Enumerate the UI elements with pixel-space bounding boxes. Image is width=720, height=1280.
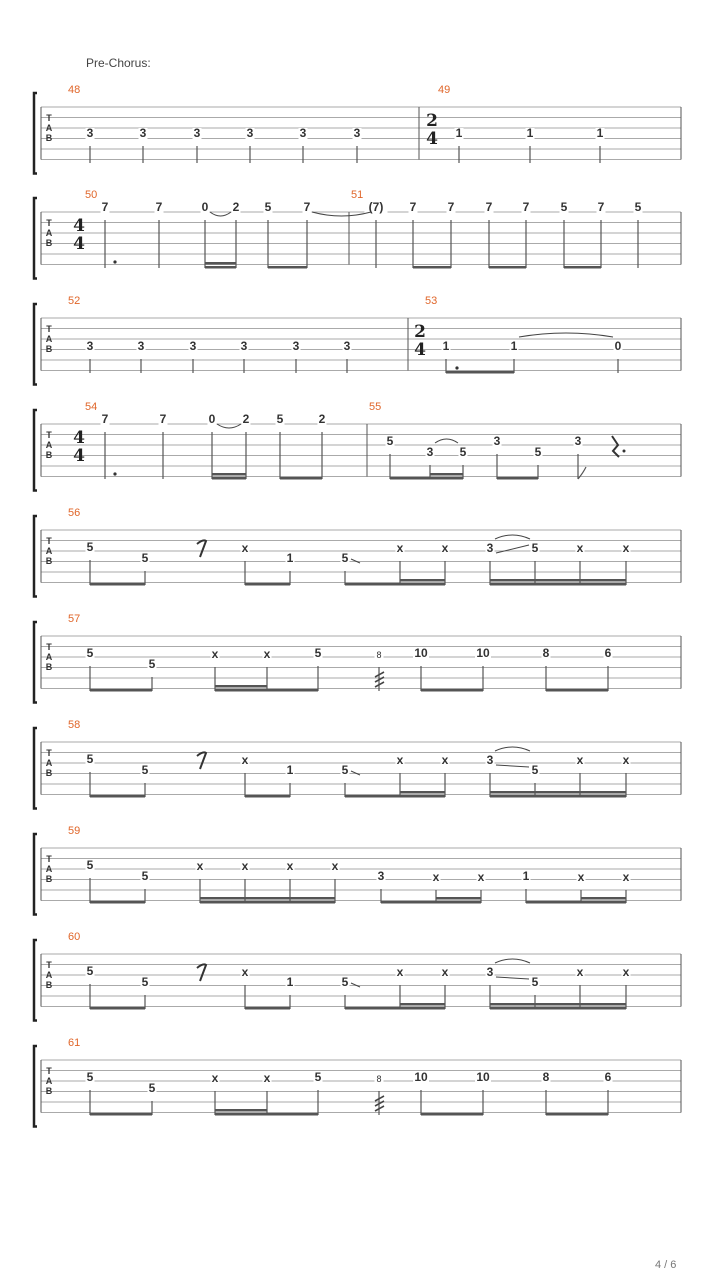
- system-bracket: [34, 410, 37, 491]
- tab-clef-letter: T: [46, 748, 52, 758]
- dead-note: x: [241, 541, 249, 555]
- fret-number: 1: [286, 551, 294, 565]
- tab-clef-letter: B: [45, 1086, 53, 1096]
- note-beam: [390, 477, 463, 480]
- fret-number: (7): [368, 200, 384, 214]
- note-beam: [345, 795, 445, 798]
- slide-line: [496, 765, 529, 767]
- note-beam: [446, 371, 514, 374]
- note-beam: [212, 473, 246, 476]
- time-signature-top: 4: [73, 216, 85, 236]
- fret-number: 8: [542, 1070, 550, 1084]
- fret-number: 3: [426, 445, 434, 459]
- dead-note: x: [622, 541, 630, 555]
- note-beam: [205, 262, 236, 265]
- note-beam: [564, 266, 601, 269]
- tab-clef-letter: A: [45, 546, 53, 556]
- fret-number: 5: [148, 657, 156, 671]
- sixteenth-rest: [197, 964, 206, 981]
- system-bracket: [34, 622, 37, 703]
- tie-arc: [519, 333, 613, 337]
- note-beam: [490, 1007, 626, 1010]
- fret-number: 5: [86, 1070, 94, 1084]
- fret-number: 5: [314, 646, 322, 660]
- tab-system: [34, 1037, 681, 1127]
- note-beam: [345, 1007, 445, 1010]
- note-beam: [280, 477, 322, 480]
- measure-number: 58: [68, 719, 81, 731]
- note-beam: [421, 689, 483, 692]
- fret-number: 5: [531, 975, 539, 989]
- note-beam: [490, 1003, 626, 1006]
- dead-note: x: [396, 541, 404, 555]
- tab-clef-letter: B: [45, 768, 53, 778]
- tab-clef-letter: A: [45, 123, 53, 133]
- fret-number: 10: [476, 646, 490, 660]
- dead-note: x: [241, 965, 249, 979]
- fret-number: 8: [376, 650, 382, 660]
- tie-arc: [312, 212, 371, 216]
- note-beam: [489, 266, 526, 269]
- tab-clef-letter: A: [45, 1076, 53, 1086]
- tab-clef-letter: A: [45, 652, 53, 662]
- time-signature-bottom: 4: [73, 446, 85, 466]
- rhythm-dot: [455, 366, 458, 369]
- dead-note: x: [241, 859, 249, 873]
- note-beam: [90, 583, 145, 586]
- fret-number: 8: [376, 1074, 382, 1084]
- fret-number: 5: [534, 445, 542, 459]
- sixteenth-rest: [197, 752, 206, 769]
- fret-number: 1: [442, 339, 450, 353]
- measure-number: 54: [85, 401, 98, 413]
- note-beam: [90, 1113, 152, 1116]
- system-bracket: [34, 304, 37, 385]
- measure-number: 49: [438, 84, 451, 96]
- fret-number: 5: [634, 200, 642, 214]
- fret-number: 3: [189, 339, 197, 353]
- fret-number: 2: [242, 412, 250, 426]
- note-beam: [581, 897, 626, 900]
- rhythm-dot: [113, 260, 116, 263]
- tab-clef-letter: A: [45, 758, 53, 768]
- fret-number: 1: [522, 869, 530, 883]
- note-beam: [90, 901, 145, 904]
- fret-number: 3: [139, 126, 147, 140]
- fret-number: 7: [303, 200, 311, 214]
- fret-number: 5: [86, 752, 94, 766]
- rhythm-dot: [113, 472, 116, 475]
- fret-number: 7: [155, 200, 163, 214]
- tab-clef-letter: T: [46, 1066, 52, 1076]
- note-beam: [200, 901, 335, 904]
- tab-clef-letter: B: [45, 662, 53, 672]
- fret-number: 5: [560, 200, 568, 214]
- fret-number: 5: [86, 858, 94, 872]
- measure-number: 56: [68, 507, 81, 519]
- measure-number: 57: [68, 613, 81, 625]
- fret-number: 1: [286, 763, 294, 777]
- tab-clef-letter: T: [46, 536, 52, 546]
- fret-number: 7: [522, 200, 530, 214]
- tab-system: [34, 84, 681, 174]
- fret-number: 3: [86, 339, 94, 353]
- measure-number: 55: [369, 401, 382, 413]
- fret-number: 3: [246, 126, 254, 140]
- note-beam: [90, 795, 145, 798]
- fret-number: 3: [292, 339, 300, 353]
- dead-note: x: [576, 753, 584, 767]
- dead-note: x: [622, 753, 630, 767]
- dead-note: x: [441, 541, 449, 555]
- note-beam: [490, 583, 626, 586]
- tab-clef-letter: T: [46, 324, 52, 334]
- tab-clef-letter: T: [46, 960, 52, 970]
- time-signature-top: 2: [414, 322, 426, 342]
- fret-number: 5: [264, 200, 272, 214]
- note-beam: [200, 897, 335, 900]
- fret-number: 3: [377, 869, 385, 883]
- note-beam: [421, 1113, 483, 1116]
- fret-number: 5: [86, 964, 94, 978]
- tab-clef-letter: A: [45, 970, 53, 980]
- note-beam: [345, 583, 445, 586]
- fret-number: 1: [510, 339, 518, 353]
- system-bracket: [34, 93, 37, 174]
- time-signature-bottom: 4: [414, 340, 426, 360]
- fret-number: 7: [159, 412, 167, 426]
- rest-dot: [623, 450, 626, 453]
- dead-note: x: [577, 870, 585, 884]
- tab-clef-letter: B: [45, 344, 53, 354]
- fret-number: 10: [414, 646, 428, 660]
- dead-note: x: [477, 870, 485, 884]
- fret-number: 3: [486, 965, 494, 979]
- dead-note: x: [196, 859, 204, 873]
- fret-number: 5: [86, 540, 94, 554]
- note-beam: [268, 266, 307, 269]
- slide-line: [496, 545, 529, 553]
- tab-clef-letter: B: [45, 133, 53, 143]
- tab-clef-letter: T: [46, 642, 52, 652]
- tab-system: [34, 719, 681, 809]
- tab-system: [34, 613, 681, 703]
- tab-clef-letter: A: [45, 440, 53, 450]
- tab-clef-letter: B: [45, 980, 53, 990]
- note-beam: [381, 901, 481, 904]
- system-bracket: [34, 1046, 37, 1127]
- sixteenth-rest: [197, 540, 206, 557]
- system-bracket: [34, 198, 37, 279]
- note-beam: [546, 689, 608, 692]
- note-beam: [526, 901, 626, 904]
- fret-number: 5: [341, 551, 349, 565]
- dead-note: x: [441, 965, 449, 979]
- fret-number: 10: [476, 1070, 490, 1084]
- measure-number: 61: [68, 1037, 81, 1049]
- tab-clef-letter: T: [46, 218, 52, 228]
- fret-number: 7: [447, 200, 455, 214]
- tab-clef-letter: B: [45, 556, 53, 566]
- dead-note: x: [263, 647, 271, 661]
- tie-arc: [495, 535, 530, 539]
- fret-number: 0: [208, 412, 216, 426]
- fret-number: 3: [299, 126, 307, 140]
- note-beam: [245, 1007, 290, 1010]
- dead-note: x: [286, 859, 294, 873]
- system-bracket: [34, 516, 37, 597]
- fret-number: 5: [531, 541, 539, 555]
- fret-number: 3: [240, 339, 248, 353]
- dead-note: x: [241, 753, 249, 767]
- dead-note: x: [263, 1071, 271, 1085]
- tab-system: [34, 295, 681, 385]
- note-beam: [400, 791, 445, 794]
- fret-number: 5: [141, 869, 149, 883]
- fret-number: 7: [101, 200, 109, 214]
- tab-clef-letter: B: [45, 874, 53, 884]
- note-beam: [400, 1003, 445, 1006]
- time-signature-top: 2: [426, 111, 438, 131]
- note-beam: [212, 477, 246, 480]
- dead-note: x: [396, 753, 404, 767]
- time-signature-bottom: 4: [73, 234, 85, 254]
- tab-system: [34, 931, 681, 1021]
- note-beam: [215, 1113, 318, 1116]
- tab-clef-letter: T: [46, 430, 52, 440]
- fret-number: 1: [286, 975, 294, 989]
- fret-number: 0: [614, 339, 622, 353]
- fret-number: 3: [574, 434, 582, 448]
- fret-number: 2: [318, 412, 326, 426]
- tab-system: [34, 507, 681, 597]
- tab-clef-letter: A: [45, 334, 53, 344]
- dead-note: x: [622, 965, 630, 979]
- fret-number: 5: [341, 763, 349, 777]
- fret-number: 5: [276, 412, 284, 426]
- system-bracket: [34, 834, 37, 915]
- note-beam: [430, 473, 463, 476]
- fret-number: 6: [604, 646, 612, 660]
- fret-number: 0: [201, 200, 209, 214]
- dead-note: x: [622, 870, 630, 884]
- fret-number: 5: [141, 975, 149, 989]
- fret-number: 5: [386, 434, 394, 448]
- note-beam: [245, 583, 290, 586]
- page-number: 4 / 6: [655, 1259, 677, 1271]
- dead-note: x: [331, 859, 339, 873]
- system-bracket: [34, 728, 37, 809]
- time-signature-top: 4: [73, 428, 85, 448]
- fret-number: 3: [137, 339, 145, 353]
- note-beam: [413, 266, 451, 269]
- quarter-rest: [612, 436, 619, 457]
- tie-arc: [495, 747, 530, 751]
- tie-arc: [495, 959, 530, 963]
- note-beam: [205, 266, 236, 269]
- tie-arc: [217, 424, 241, 428]
- fret-number: 7: [101, 412, 109, 426]
- dead-note: x: [211, 1071, 219, 1085]
- dead-note: x: [432, 870, 440, 884]
- measure-number: 59: [68, 825, 81, 837]
- tab-system: [34, 189, 681, 279]
- fret-number: 5: [148, 1081, 156, 1095]
- fret-number: 5: [531, 763, 539, 777]
- tab-clef-letter: A: [45, 228, 53, 238]
- dead-note: x: [211, 647, 219, 661]
- note-beam: [490, 795, 626, 798]
- dead-note: x: [576, 965, 584, 979]
- note-beam: [90, 1007, 145, 1010]
- fret-number: 1: [455, 126, 463, 140]
- fret-number: 7: [597, 200, 605, 214]
- fret-number: 5: [341, 975, 349, 989]
- fret-number: 2: [232, 200, 240, 214]
- fret-number: 5: [459, 445, 467, 459]
- measure-number: 52: [68, 295, 81, 307]
- time-signature-bottom: 4: [426, 129, 438, 149]
- fret-number: 3: [343, 339, 351, 353]
- tab-clef-letter: B: [45, 450, 53, 460]
- fret-number: 5: [86, 646, 94, 660]
- note-beam: [497, 477, 538, 480]
- tie-arc: [210, 212, 231, 216]
- system-bracket: [34, 940, 37, 1021]
- fret-number: 5: [141, 551, 149, 565]
- fret-number: 5: [314, 1070, 322, 1084]
- fret-number: 1: [526, 126, 534, 140]
- fret-number: 3: [353, 126, 361, 140]
- note-beam: [215, 689, 318, 692]
- slide-line: [496, 977, 529, 979]
- fret-number: 8: [542, 646, 550, 660]
- note-beam: [215, 1109, 267, 1112]
- note-beam: [245, 795, 290, 798]
- dead-note: x: [396, 965, 404, 979]
- note-beam: [436, 897, 481, 900]
- note-beam: [215, 685, 267, 688]
- fret-number: 3: [486, 541, 494, 555]
- note-beam: [546, 1113, 608, 1116]
- tab-system: [34, 401, 681, 491]
- fret-number: 3: [493, 434, 501, 448]
- measure-number: 53: [425, 295, 438, 307]
- dead-note: x: [576, 541, 584, 555]
- tab-clef-letter: B: [45, 238, 53, 248]
- fret-number: 3: [193, 126, 201, 140]
- tab-clef-letter: T: [46, 854, 52, 864]
- note-flag: [578, 467, 586, 479]
- fret-number: 7: [485, 200, 493, 214]
- fret-number: 5: [141, 763, 149, 777]
- tab-clef-letter: T: [46, 113, 52, 123]
- section-label: Pre-Chorus:: [86, 56, 151, 70]
- dead-note: x: [441, 753, 449, 767]
- note-beam: [490, 791, 626, 794]
- measure-number: 48: [68, 84, 81, 96]
- measure-number: 51: [351, 189, 364, 201]
- tab-system: [34, 825, 681, 915]
- measure-number: 60: [68, 931, 81, 943]
- fret-number: 3: [486, 753, 494, 767]
- note-beam: [400, 579, 445, 582]
- fret-number: 6: [604, 1070, 612, 1084]
- fret-number: 3: [86, 126, 94, 140]
- tie-arc: [435, 439, 458, 443]
- fret-number: 10: [414, 1070, 428, 1084]
- tab-clef-letter: A: [45, 864, 53, 874]
- note-beam: [490, 579, 626, 582]
- note-beam: [90, 689, 152, 692]
- measure-number: 50: [85, 189, 98, 201]
- fret-number: 7: [409, 200, 417, 214]
- fret-number: 1: [596, 126, 604, 140]
